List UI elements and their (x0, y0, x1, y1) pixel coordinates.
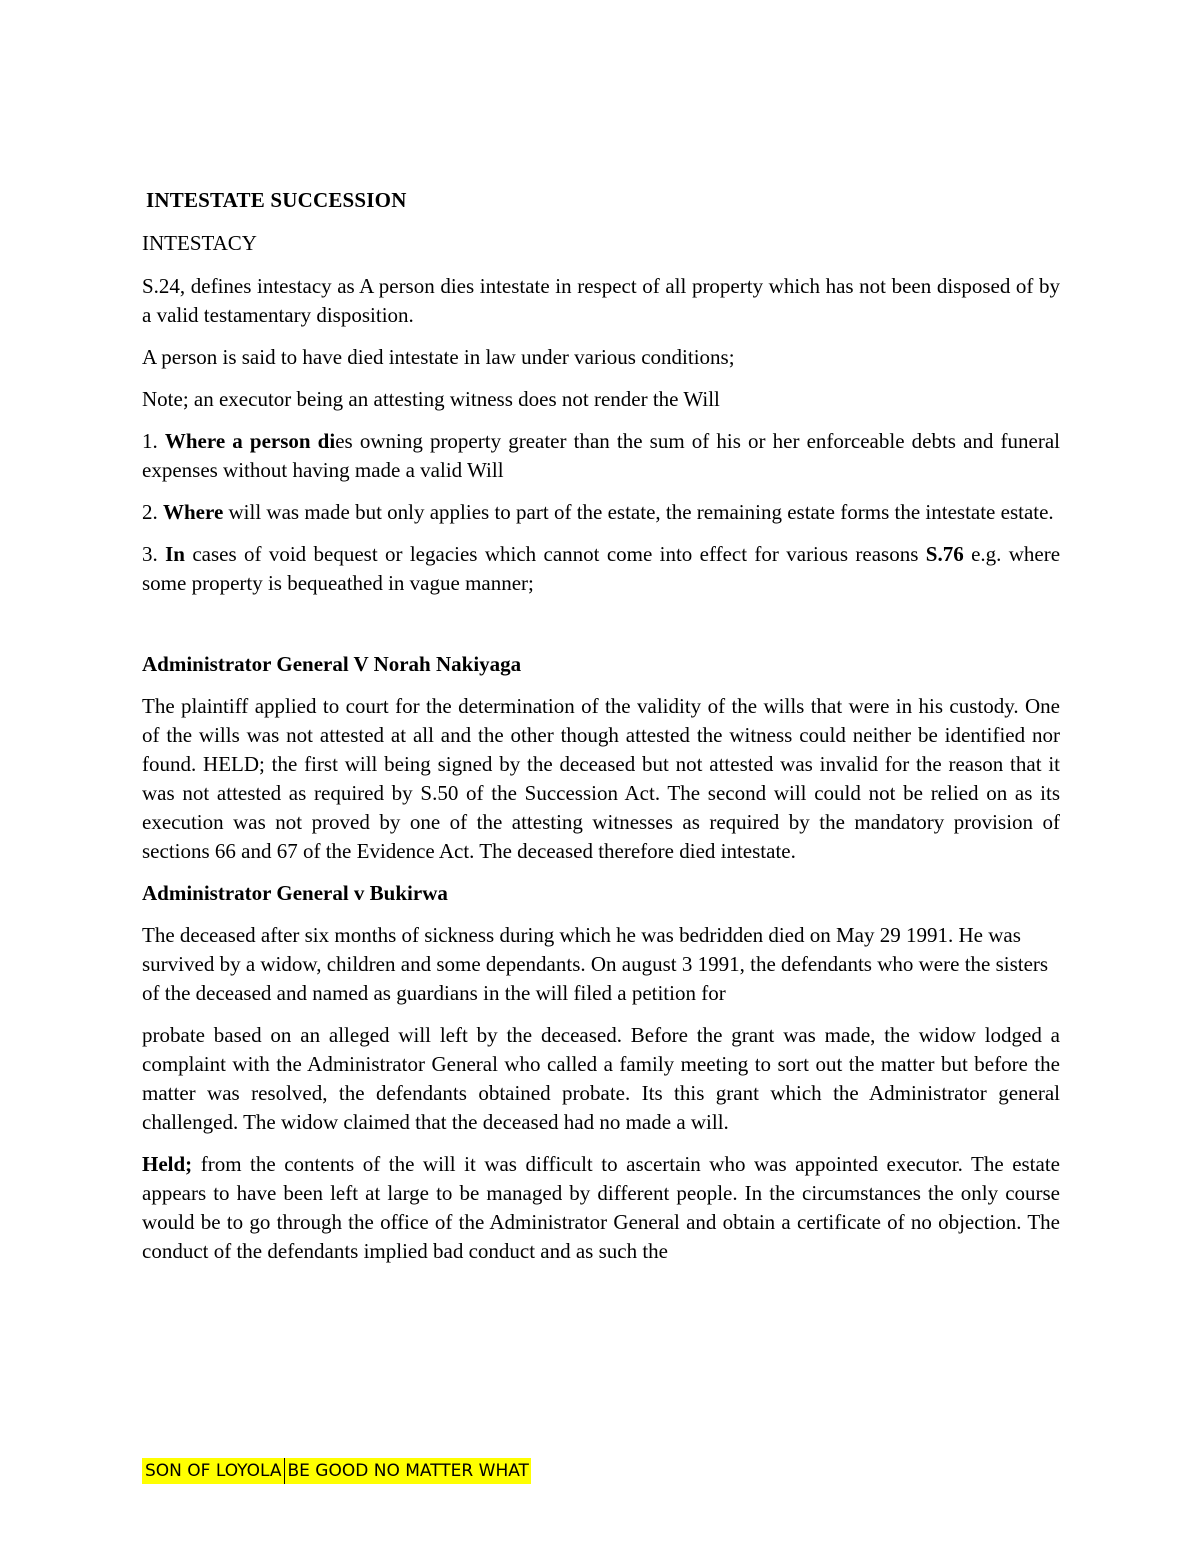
case-paragraph: The plaintiff applied to court for the determination of the validity of the wills that were in his custody. One of the wills was not attested at all and the other though attested the witness could neither be identified nor found. HELD; the first will being signed by the deceased but not attested was invalid for the reason that it was not attested as required by S.50 of the Succession Act. The second will could not be relied on as its execution was not proved by one of the attesting witnesses as required by the mandatory provision of sections 66 and 67 of the Evidence Act. The deceased therefore died intestate. (142, 694, 1060, 863)
document-body (142, 186, 1060, 1279)
list-item-text-continued: e.g. where some property is bequeathed in vague manner; (142, 542, 1061, 595)
list-item-3 (142, 540, 1060, 598)
list-item-bold: Where (163, 500, 224, 524)
case-title-bukirwa: Administrator General v Bukirwa (142, 881, 448, 905)
held-label: Held; (142, 1152, 193, 1176)
conditions-intro: A person is said to have died intestate in law under various conditions; (142, 345, 735, 369)
list-item-text: will was made but only applies to part of the estate, the remaining estate forms the intestate estate. (228, 500, 1054, 524)
list-item-2 (142, 498, 1060, 527)
footer-text-part-a: SON OF LOYOLA (142, 1458, 285, 1484)
list-item-1 (142, 427, 1060, 485)
list-item-text: es owning property greater than the sum of his or her enforceable debts and funeral expenses without having made a valid Will (142, 429, 1061, 482)
case-paragraph: The deceased after six months of sickness during which he was bedridden died on May 29 1991. He was survived by a widow, children and some dependants. On august 3 1991, the defendants who were the sisters of the deceased and named as guardians in the will filed a petition for (142, 923, 1049, 1005)
held-paragraph (142, 1150, 1060, 1266)
list-item-bold: In (165, 542, 185, 566)
case-paragraph: probate based on an alleged will left by the deceased. Before the grant was made, the widow lodged a complaint with the Administrator General who called a family meeting to sort out the matter but before the matter was resolved, the defendants obtained probate. Its this grant which the Administrator general challenged. The widow claimed that the deceased had no made a will. (142, 1023, 1060, 1134)
list-item-number: 3. (142, 542, 158, 566)
section-heading: INTESTACY (142, 231, 257, 255)
spacer (142, 611, 1060, 650)
note-paragraph: Note; an executor being an attesting witness does not render the Will (142, 387, 720, 411)
footer-text-part-b: BE GOOD NO MATTER WHAT (285, 1458, 531, 1484)
statute-reference: S.76 (925, 542, 964, 566)
case-title-nakiyaga: Administrator General V Norah Nakiyaga (142, 652, 522, 676)
list-item-text: cases of void bequest or legacies which cannot come into effect for various reasons (192, 542, 919, 566)
document-title: INTESTATE SUCCESSION (146, 188, 407, 212)
list-item-bold: Where a person di (164, 429, 336, 453)
footer-highlight (142, 1458, 531, 1484)
list-item-number: 1. (142, 429, 158, 453)
list-item-number: 2. (142, 500, 158, 524)
held-text: from the contents of the will it was difficult to ascertain who was appointed executor. The estate appears to have been left at large to be managed by different people. In the circumstances the only course would be to go through the office of the Administrator General and obtain a certificate of no objection. The conduct of the defendants implied bad conduct and as such the (142, 1152, 1060, 1263)
definition-paragraph: S.24, defines intestacy as A person dies intestate in respect of all property which has not been disposed of by a valid testamentary disposition. (142, 274, 1060, 327)
